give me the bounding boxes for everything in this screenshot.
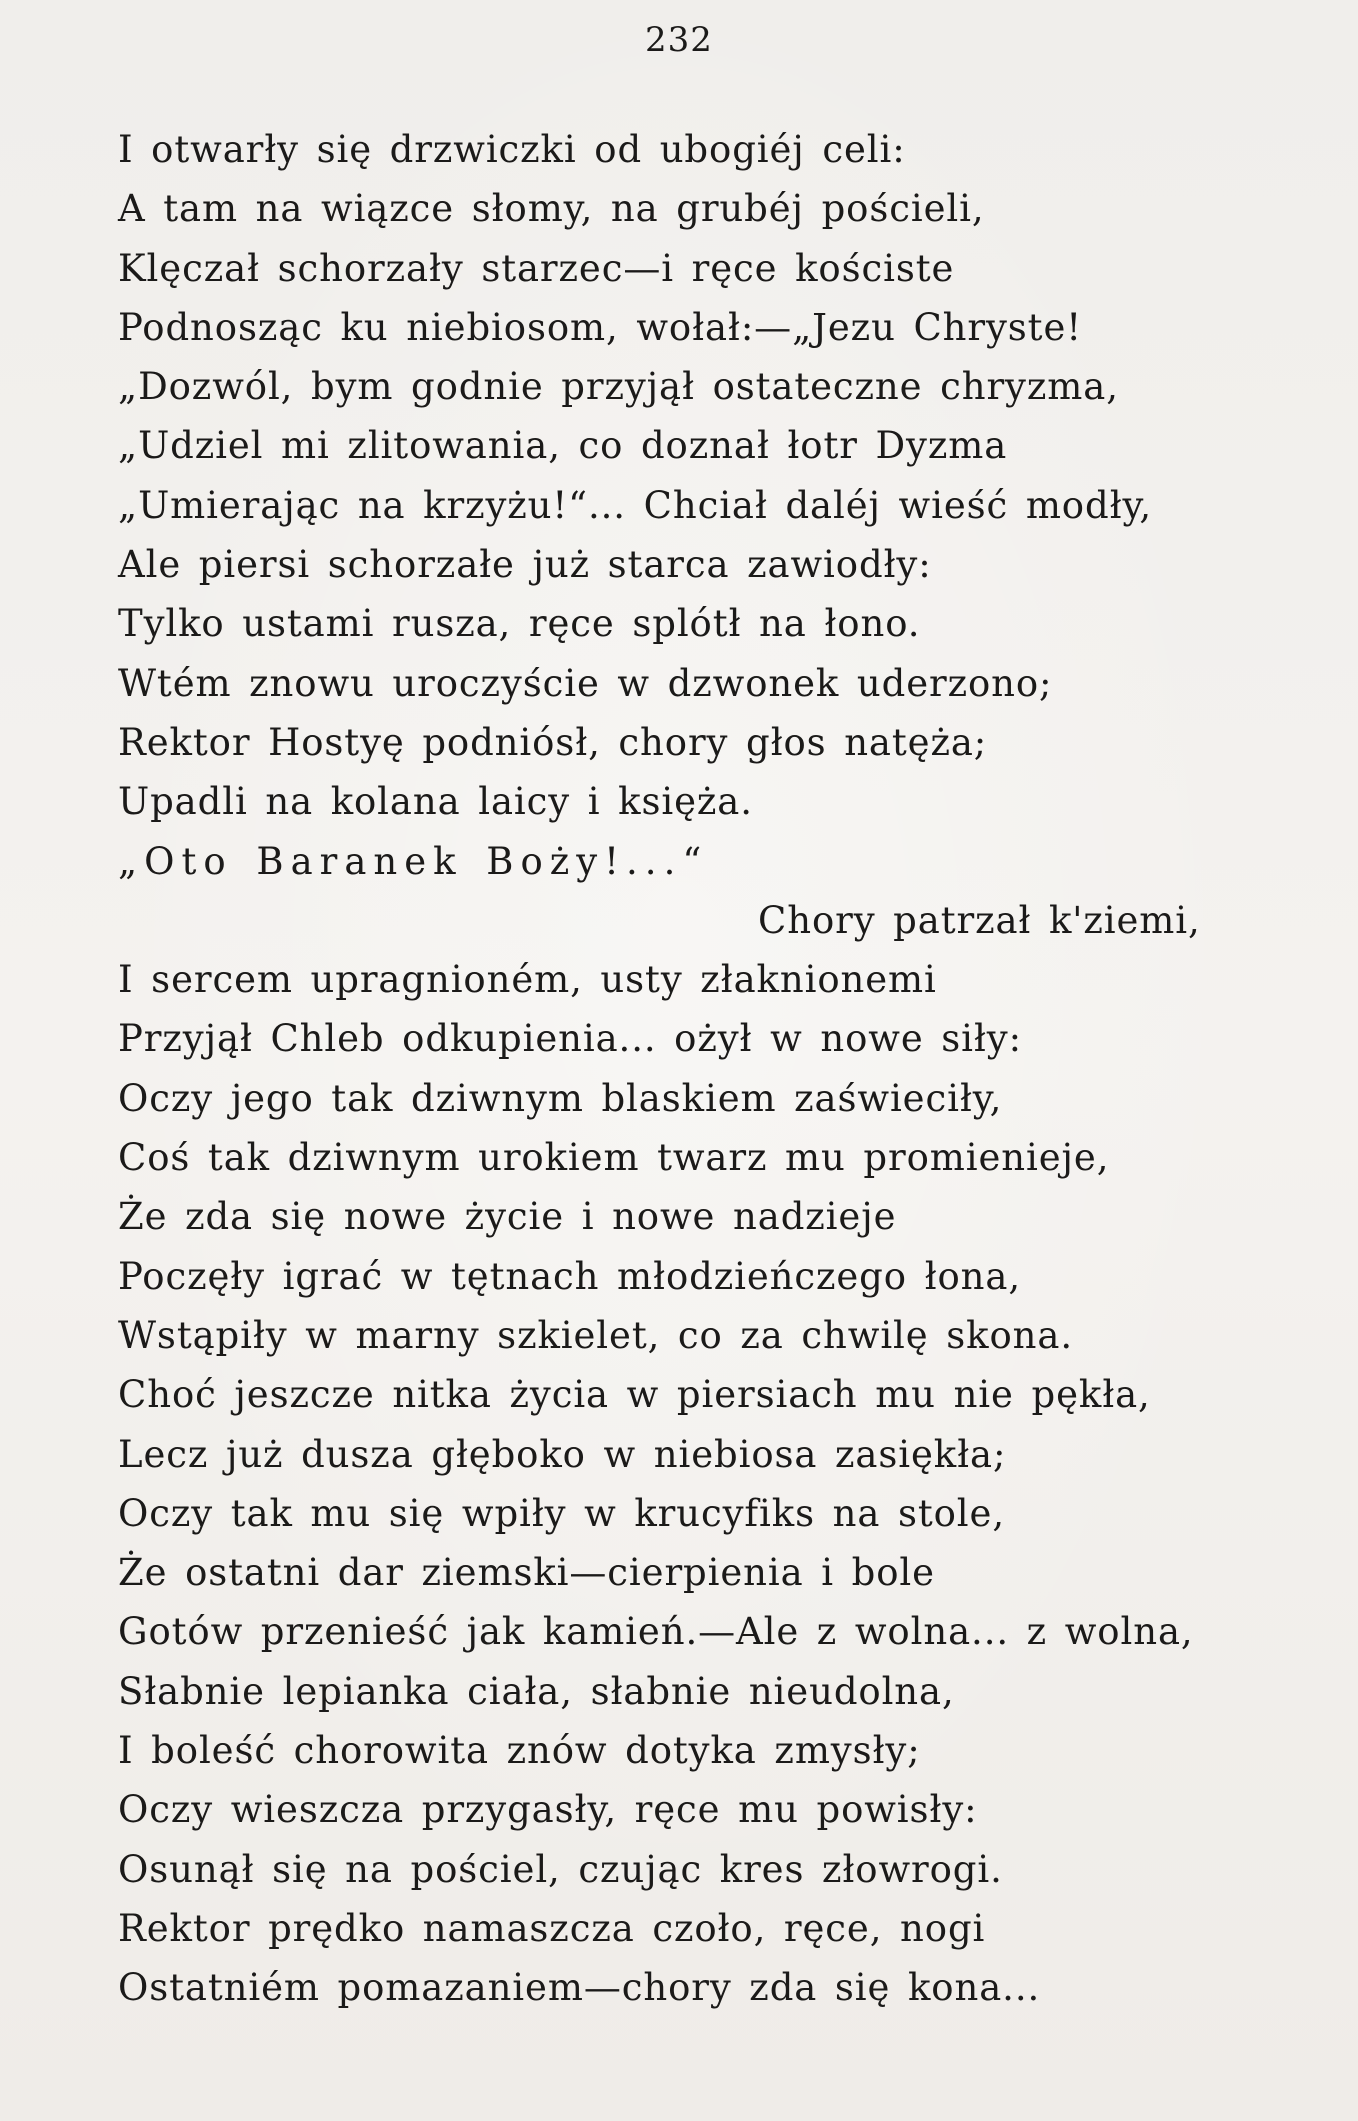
verse-line: Rektor prędko namaszcza czoło, ręce, nogi — [118, 1906, 986, 1950]
verse-line: Osunął się na pościel, czując kres złowrogi. — [118, 1847, 1003, 1891]
verse-line: Choć jeszcze nitka życia w piersiach mu nie pękła, — [118, 1373, 1151, 1417]
verse-line: Że zda się nowe życie i nowe nadzieje — [118, 1195, 897, 1239]
verse-line: Ostatniém pomazaniem—chory zda się kona... — [118, 1966, 1041, 2010]
verse-line: Podnosząc ku niebiosom, wołał:—„Jezu Chryste! — [118, 305, 1083, 349]
verse-line-spaced: „Oto Baranek Boży!...“ — [118, 839, 709, 883]
verse-line: Że ostatni dar ziemski—cierpienia i bole — [118, 1551, 935, 1595]
verse-line: Upadli na kolana laicy i księża. — [118, 780, 753, 824]
verse-line: Tylko ustami rusza, ręce splótł na łono. — [118, 602, 921, 646]
verse-line: Oczy tak mu się wpiły w krucyfiks na stole, — [118, 1491, 1005, 1535]
verse-line: Ale piersi schorzałe już starca zawiodły: — [118, 543, 932, 587]
verse-line: Wtém znowu uroczyście w dzwonek uderzono; — [118, 661, 1053, 705]
verse-line: Oczy jego tak dziwnym blaskiem zaświeciły, — [118, 1076, 1003, 1120]
verse-line: „Umierając na krzyżu!“... Chciał daléj wieść modły, — [118, 483, 1153, 527]
verse-line: I boleść chorowita znów dotyka zmysły; — [118, 1729, 921, 1773]
verse-line: Klęczał schorzały starzec—i ręce kościste — [118, 246, 955, 290]
verse-line: „Udziel mi zlitowania, co doznał łotr Dyzma — [118, 424, 1008, 468]
verse-line: Rektor Hostyę podniósł, chory głos natęża; — [118, 720, 988, 764]
verse-line: Poczęły igrać w tętnach młodzieńczego łona, — [118, 1254, 1022, 1298]
page-number: 232 — [645, 20, 713, 60]
verse-line: A tam na wiązce słomy, na grubéj pościeli, — [118, 187, 985, 231]
verse-line: I otwarły się drzwiczki od ubogiéj celi: — [118, 128, 906, 171]
verse-line-indented: Chory patrzał k'ziemi, — [758, 898, 1201, 942]
verse-line: Przyjął Chleb odkupienia... ożył w nowe siły: — [118, 1017, 1022, 1061]
verse-line: Coś tak dziwnym urokiem twarz mu promienieje, — [118, 1136, 1110, 1180]
verse-line: Wstąpiły w marny szkielet, co za chwilę skona. — [118, 1313, 1073, 1357]
verse-line: Słabnie lepianka ciała, słabnie nieudolna, — [118, 1669, 955, 1713]
verse-line: I sercem upragnioném, usty złaknionemi — [118, 958, 937, 1002]
verse-line: Lecz już dusza głęboko w niebiosa zasiękła; — [118, 1432, 1007, 1476]
poem-verse — [118, 120, 1338, 2018]
verse-line: Gotów przenieść jak kamień.—Ale z wolna... z wolna, — [118, 1610, 1194, 1654]
verse-line: Oczy wieszcza przygasły, ręce mu powisły: — [118, 1788, 978, 1832]
verse-line: „Dozwól, bym godnie przyjął ostateczne chryzma, — [118, 365, 1119, 409]
